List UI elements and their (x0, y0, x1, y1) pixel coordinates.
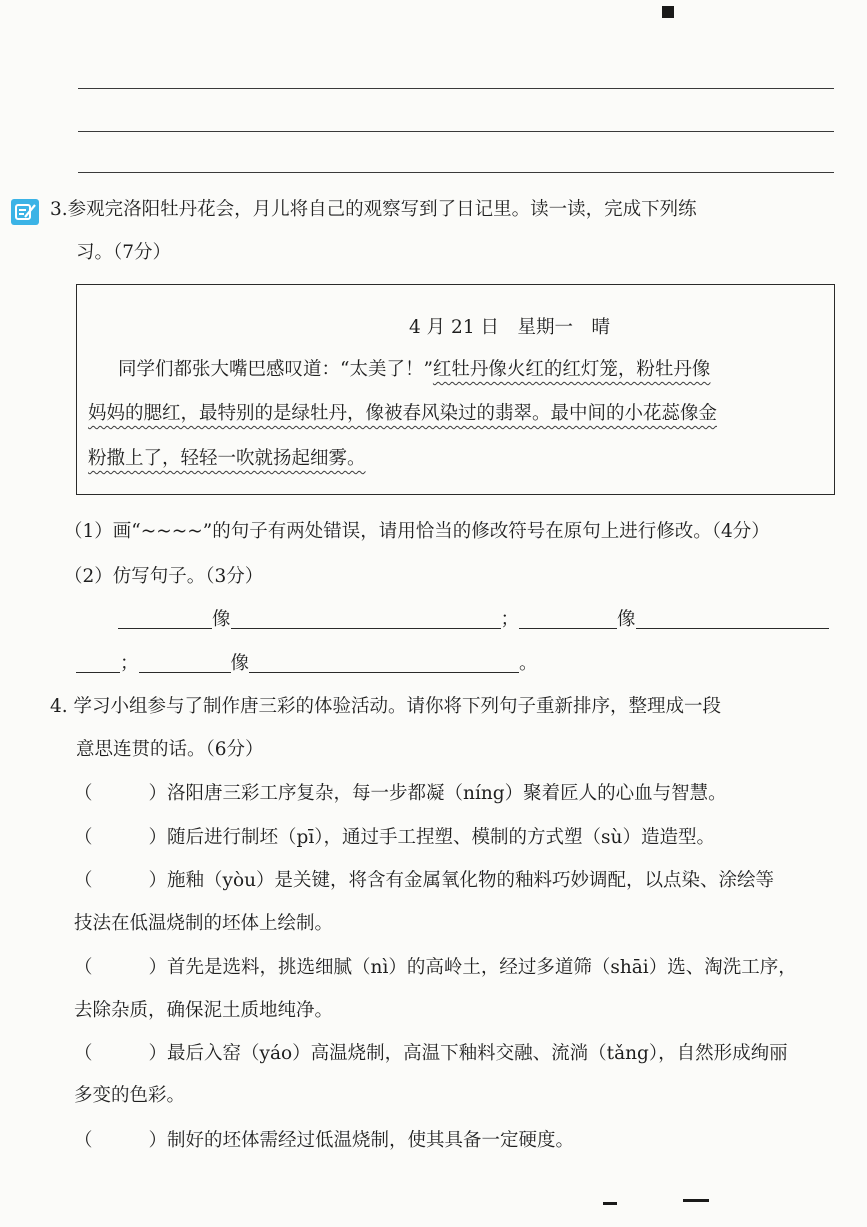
answer-blank[interactable] (118, 606, 212, 629)
imitation-row-2: ； 像 。 (76, 650, 538, 677)
wavy-underlined-sentence: 红牡丹像火红的红灯笼，粉牡丹像 (432, 359, 711, 380)
question-3-sub-1: （1）画“~~~~”的句子有两处错误，请用恰当的修改符号在原句上进行修改。（4分） (64, 521, 770, 542)
scan-mark (603, 1202, 617, 1205)
answer-line (78, 131, 834, 132)
question-4-text-cont: 意思连贯的话。（6分） (76, 739, 264, 760)
sentence-item: （ ）制好的坯体需经过低温烧制，使其具备一定硬度。 (74, 1130, 575, 1151)
question-3-text: 3.参观完洛阳牡丹花会，月儿将自己的观察写到了日记里。读一读，完成下列练 (50, 199, 697, 220)
sentence-item-cont: 技法在低温烧制的坯体上绘制。 (74, 913, 334, 934)
order-bracket-input[interactable]: （ ） (74, 1130, 168, 1151)
question-3-sub-2: （2）仿写句子。（3分） (64, 566, 264, 587)
writing-exercise-icon (11, 199, 39, 225)
sentence-item-cont: 多变的色彩。 (74, 1085, 186, 1106)
answer-blank[interactable] (249, 650, 519, 673)
diary-line-1: 同学们都张大嘴巴感叹道：“太美了！”红牡丹像火红的红灯笼，粉牡丹像 (118, 359, 711, 380)
scan-mark (683, 1199, 709, 1202)
order-bracket-input[interactable]: （ ） (74, 827, 168, 848)
order-bracket-input[interactable]: （ ） (74, 783, 168, 804)
order-bracket-input[interactable]: （ ） (74, 870, 168, 891)
answer-blank[interactable] (76, 650, 120, 673)
page-corner-marker (662, 6, 674, 18)
answer-blank[interactable] (519, 606, 617, 629)
order-bracket-input[interactable]: （ ） (74, 1043, 168, 1064)
answer-line (78, 172, 834, 173)
question-3-text-cont: 习。（7分） (76, 242, 172, 263)
sentence-item: （ ）随后进行制坯（pī），通过手工捏塑、模制的方式塑（sù）造造型。 (74, 827, 715, 848)
sentence-item: （ ）施釉（yòu）是关键，将含有金属氧化物的釉料巧妙调配，以点染、涂绘等 (74, 870, 775, 891)
diary-line-2 (88, 401, 717, 427)
diary-line-3 (88, 446, 366, 472)
diary-date-line: 4 月 21 日 星期一 晴 (409, 317, 610, 338)
sentence-item: （ ）首先是选料，挑选细腻（nì）的高岭土，经过多道筛（shāi）选、淘洗工序， (74, 957, 797, 978)
sentence-item-cont: 去除杂质，确保泥土质地纯净。 (74, 1000, 334, 1021)
answer-blank[interactable] (636, 606, 829, 629)
answer-line (78, 88, 834, 89)
answer-blank[interactable] (231, 606, 501, 629)
wavy-underlined-sentence: 妈妈的腮红，最特别的是绿牡丹，像被春风染过的翡翠。最中间的小花蕊像金 (88, 403, 718, 424)
imitation-row-1: 像 ； 像 (118, 606, 829, 633)
sentence-item: （ ）洛阳唐三彩工序复杂，每一步都凝（níng）聚着匠人的心血与智慧。 (74, 783, 727, 804)
question-4-text: 4. 学习小组参与了制作唐三彩的体验活动。请你将下列句子重新排序，整理成一段 (50, 696, 722, 717)
order-bracket-input[interactable]: （ ） (74, 957, 168, 978)
answer-blank[interactable] (139, 650, 231, 673)
question-3-number: 3. (50, 199, 68, 220)
sentence-item: （ ）最后入窑（yáo）高温烧制，高温下釉料交融、流淌（tǎng），自然形成绚丽 (74, 1043, 788, 1064)
wavy-underlined-sentence: 粉撒上了，轻轻一吹就扬起细雾。 (88, 448, 366, 469)
